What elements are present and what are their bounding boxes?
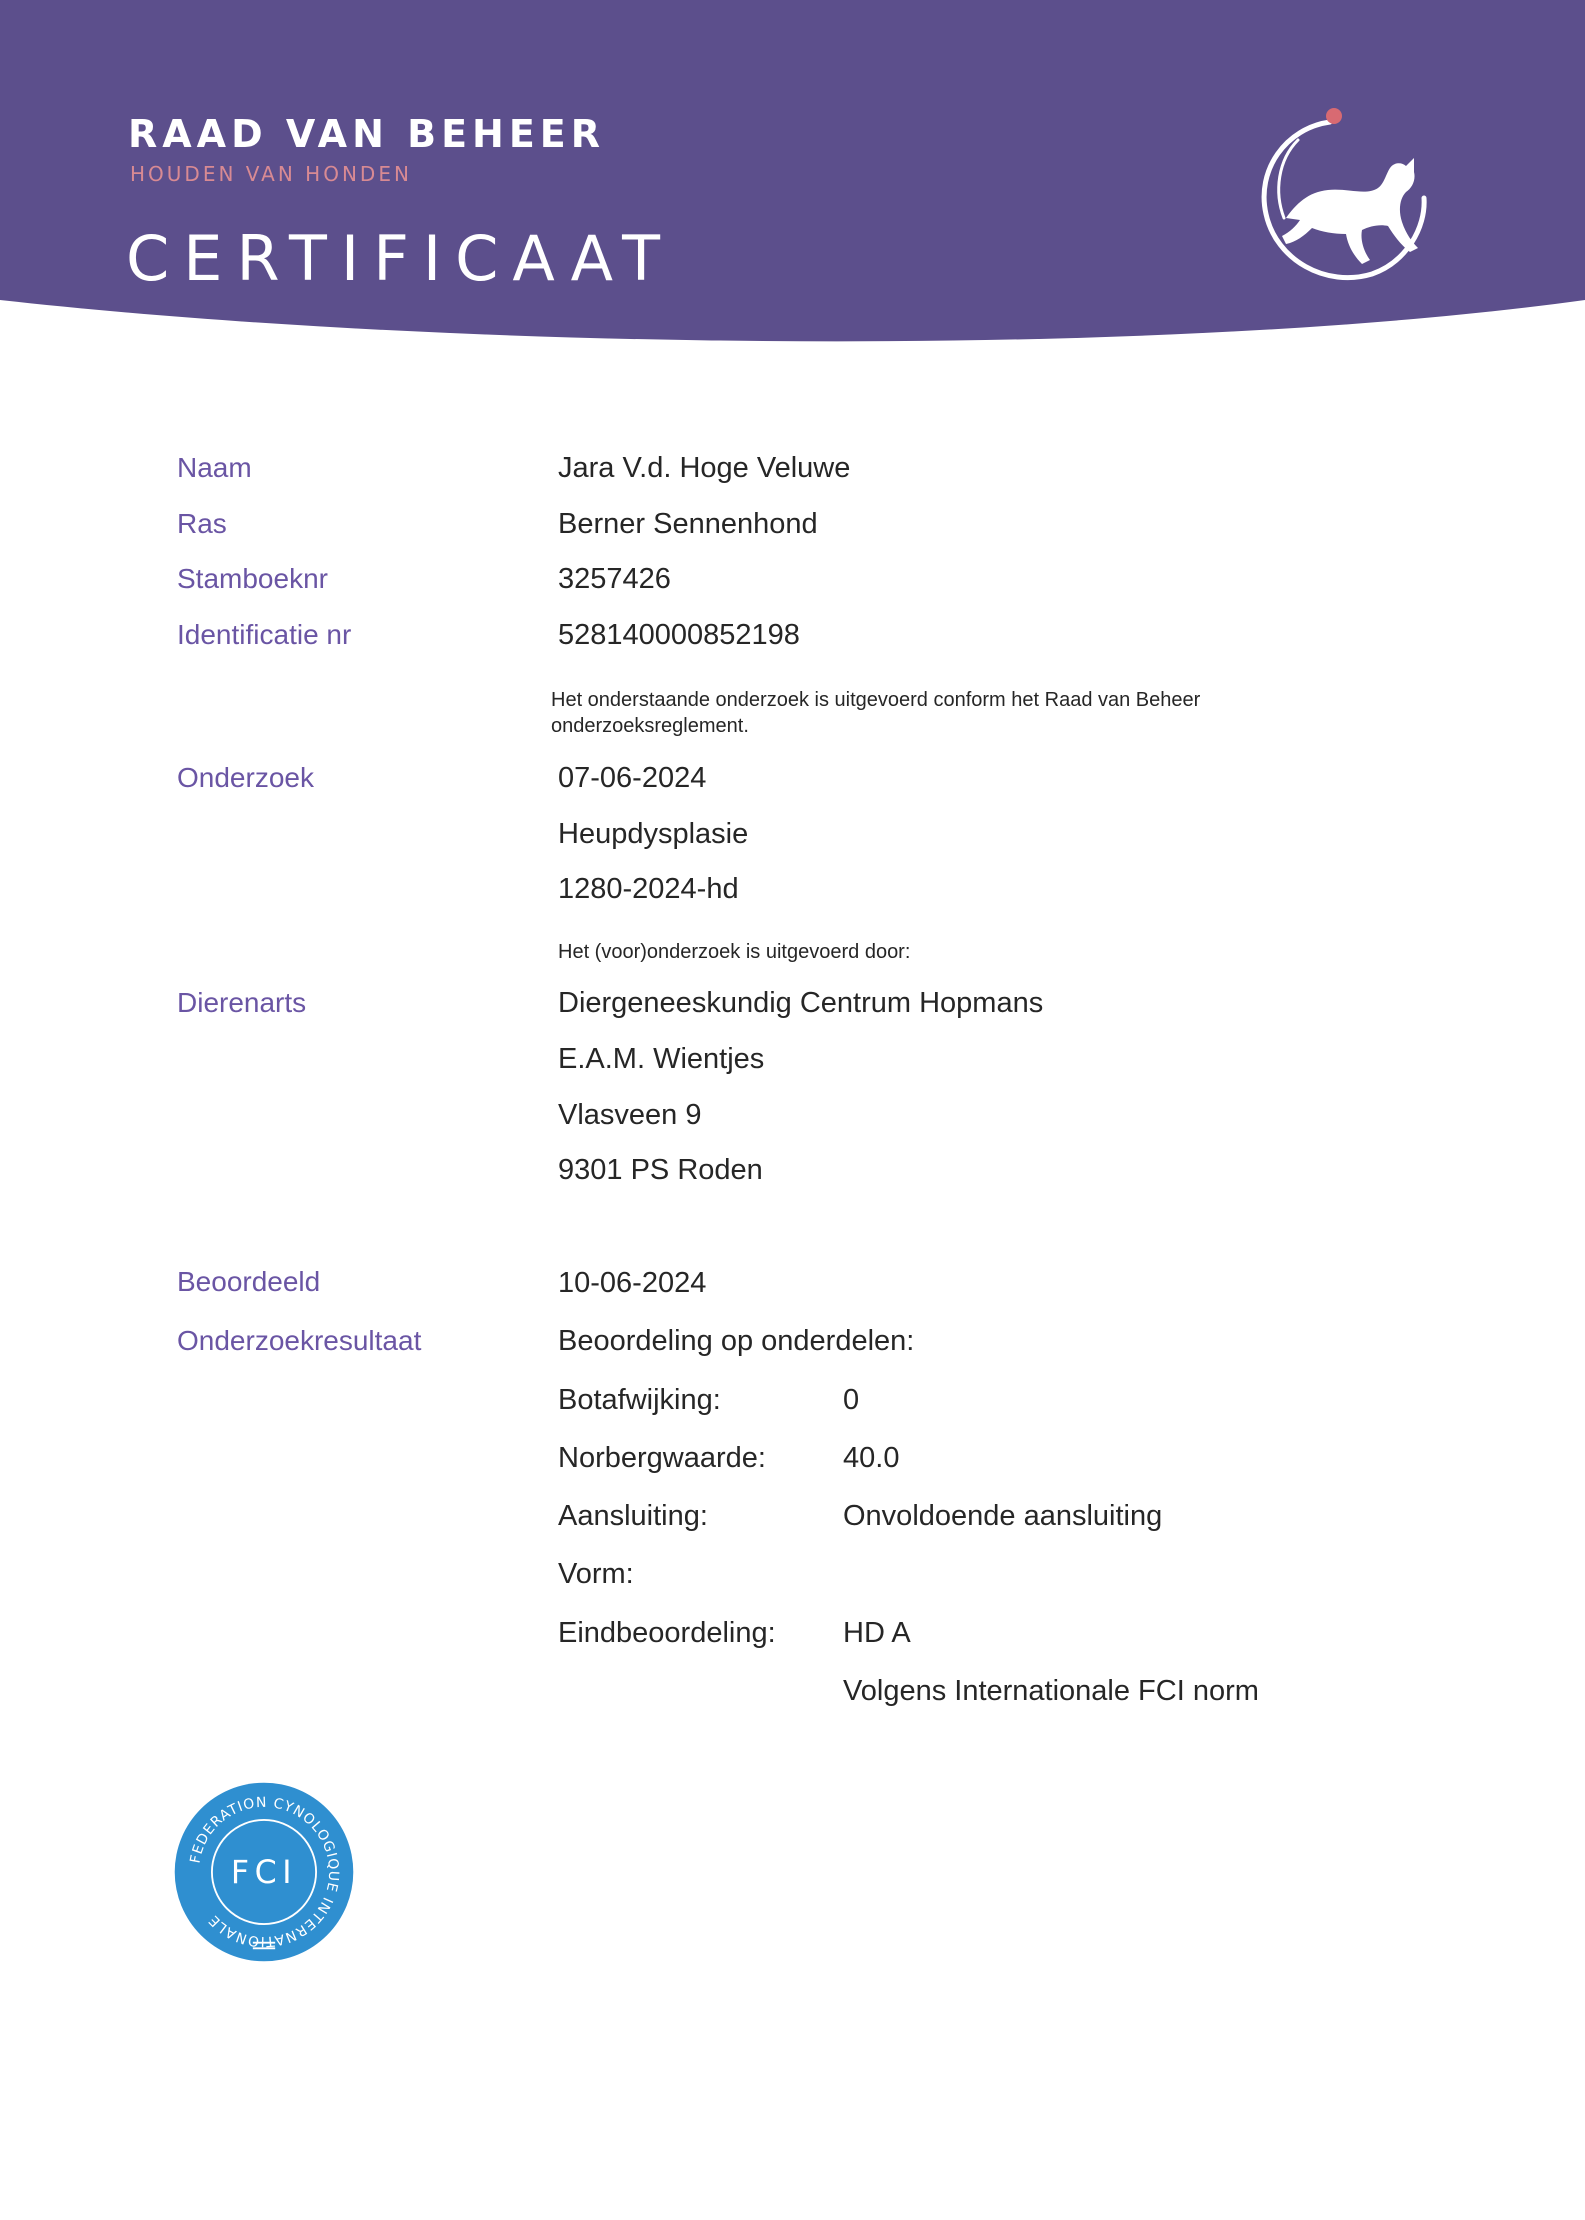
name-label: Naam bbox=[177, 452, 252, 483]
exam-intro-note bbox=[551, 687, 1200, 739]
norm-note: Volgens Internationale FCI norm bbox=[843, 1675, 1259, 1707]
result-item-value: 0 bbox=[843, 1384, 860, 1416]
result-item-label: Botafwijking: bbox=[558, 1384, 721, 1416]
breed-value: Berner Sennenhond bbox=[558, 508, 818, 540]
dog-catching-ball-logo-icon bbox=[1238, 100, 1438, 300]
exam-intro-note-line2: onderzoeksreglement. bbox=[551, 715, 749, 737]
certificate-header bbox=[0, 0, 1585, 360]
org-name: RAAD VAN BEHEER bbox=[128, 112, 606, 156]
seal-center-text: FCI bbox=[230, 1855, 298, 1892]
org-tagline: HOUDEN VAN HONDEN bbox=[130, 162, 412, 186]
parts-heading: Beoordeling op onderdelen: bbox=[558, 1325, 915, 1357]
exam-intro-note-line1: Het onderstaande onderzoek is uitgevoerd conform het Raad van Beheer bbox=[551, 689, 1201, 711]
registry-value: 3257426 bbox=[558, 563, 671, 595]
vet-name: E.A.M. Wientjes bbox=[558, 1043, 765, 1075]
result-item-value: 40.0 bbox=[843, 1442, 900, 1474]
name-value: Jara V.d. Hoge Veluwe bbox=[558, 452, 851, 484]
registry-label: Stamboeknr bbox=[177, 563, 328, 594]
result-item-label: Eindbeoordeling: bbox=[558, 1617, 776, 1649]
result-label: Onderzoekresultaat bbox=[177, 1325, 422, 1356]
certificate-title: CERTIFICAAT bbox=[126, 222, 675, 295]
identification-label: Identificatie nr bbox=[177, 619, 352, 650]
seal-ring-text: FEDERATION CYNOLOGIQUE INTERNATIONALE bbox=[187, 1794, 342, 1950]
identification-value: 528140000852198 bbox=[558, 619, 800, 651]
vet-clinic: Diergeneeskundig Centrum Hopmans bbox=[558, 987, 1044, 1019]
result-item-label: Vorm: bbox=[558, 1558, 634, 1590]
exam-reference: 1280-2024-hd bbox=[558, 873, 739, 905]
assessed-date: 10-06-2024 bbox=[558, 1267, 707, 1299]
exam-type: Heupdysplasie bbox=[558, 818, 749, 850]
performed-by-note: Het (voor)onderzoek is uitgevoerd door: bbox=[558, 941, 911, 963]
result-item-label: Aansluiting: bbox=[558, 1500, 708, 1532]
breed-label: Ras bbox=[177, 508, 227, 539]
result-item-value: Onvoldoende aansluiting bbox=[843, 1500, 1163, 1532]
result-item-value: HD A bbox=[843, 1617, 911, 1649]
exam-date: 07-06-2024 bbox=[558, 762, 707, 794]
exam-label: Onderzoek bbox=[177, 762, 314, 793]
fci-seal-icon bbox=[171, 1779, 357, 1965]
result-item-label: Norbergwaarde: bbox=[558, 1442, 766, 1474]
assessed-label: Beoordeeld bbox=[177, 1266, 321, 1297]
vet-city: 9301 PS Roden bbox=[558, 1154, 763, 1186]
vet-label: Dierenarts bbox=[177, 987, 307, 1018]
vet-street: Vlasveen 9 bbox=[558, 1099, 702, 1131]
